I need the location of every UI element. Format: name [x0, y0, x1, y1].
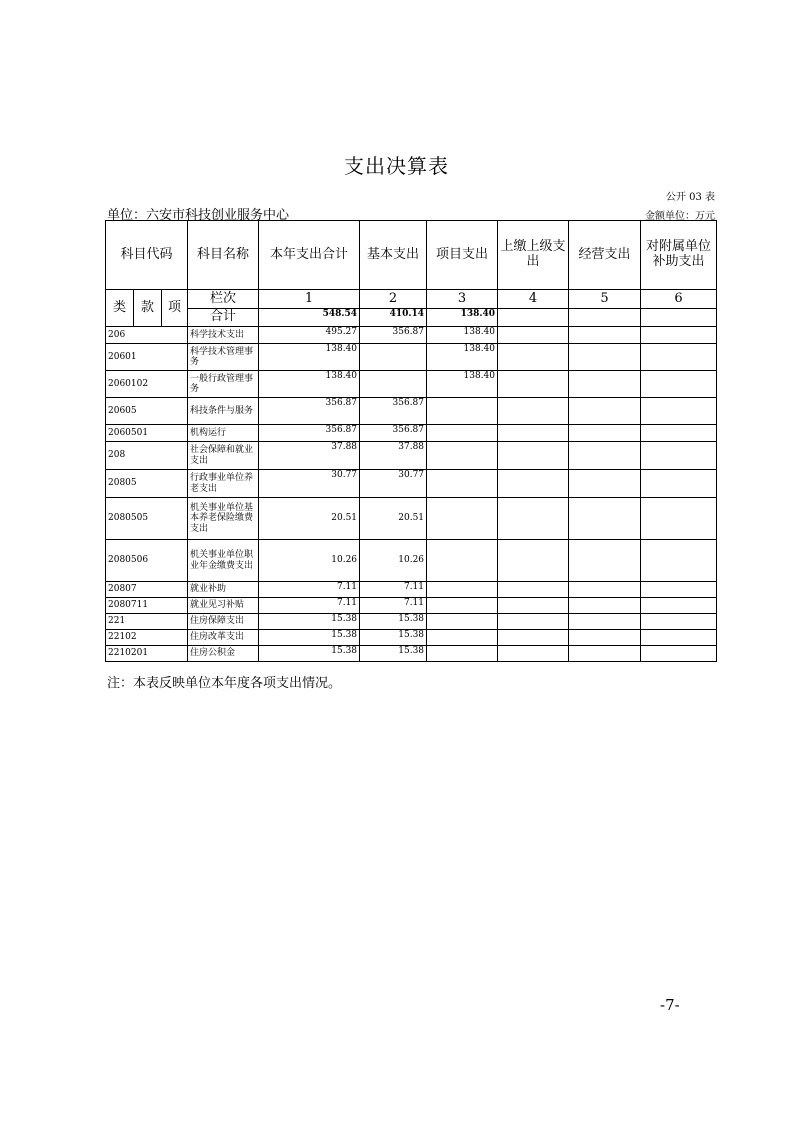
table-row [106, 470, 717, 498]
header-code: 科目代码 [106, 221, 188, 290]
row-name: 科学技术支出 [188, 327, 259, 344]
total-c1: 548.54 [259, 309, 360, 327]
header-lei: 类 [106, 290, 134, 327]
row-name: 社会保障和就业支出 [188, 442, 259, 470]
row-c2: 356.87 [360, 327, 427, 344]
money-unit-label: 金额单位：万元 [645, 211, 715, 222]
table-row [106, 371, 717, 398]
row-c1: 495.27 [259, 327, 360, 344]
row-name: 住房保障支出 [188, 614, 259, 630]
row-c2: 15.38 [360, 630, 427, 646]
row-c1: 138.40 [259, 344, 360, 371]
row-code: 2210201 [106, 646, 188, 662]
total-c6 [641, 309, 717, 327]
total-c4 [498, 309, 569, 327]
row-name: 机关事业单位职业年金缴费支出 [188, 540, 259, 582]
column-number-5: 5 [569, 290, 641, 309]
row-c3: 138.40 [427, 344, 498, 371]
row-name: 行政事业单位养老支出 [188, 470, 259, 498]
row-name: 住房改革支出 [188, 630, 259, 646]
row-c3 [427, 398, 498, 425]
row-name: 一般行政管理事务 [188, 371, 259, 398]
row-c3: 138.40 [427, 371, 498, 398]
row-c1: 37.88 [259, 442, 360, 470]
page-number: -7- [660, 996, 680, 1014]
row-c1: 356.87 [259, 398, 360, 425]
row-name: 机关事业单位基本养老保险缴费支出 [188, 498, 259, 540]
header-total-expenditure: 本年支出合计 [259, 221, 360, 290]
row-c3 [427, 598, 498, 614]
table-row [106, 344, 717, 371]
row-c3 [427, 470, 498, 498]
row-c2: 356.87 [360, 425, 427, 442]
row-code: 2080711 [106, 598, 188, 614]
table-row [106, 398, 717, 425]
table-number: 公开 03 表 [665, 192, 715, 203]
header-upper-payment: 上缴上级支出 [498, 221, 569, 290]
row-c1: 138.40 [259, 371, 360, 398]
row-c1: 7.11 [259, 598, 360, 614]
total-c2: 410.14 [360, 309, 427, 327]
row-c1: 10.26 [259, 540, 360, 582]
row-c1: 15.38 [259, 646, 360, 662]
row-c1: 15.38 [259, 630, 360, 646]
row-c2: 7.11 [360, 582, 427, 598]
row-c2: 356.87 [360, 398, 427, 425]
row-c2 [360, 371, 427, 398]
row-c3 [427, 582, 498, 598]
header-name: 科目名称 [188, 221, 259, 290]
row-c2 [360, 344, 427, 371]
table-row [106, 442, 717, 470]
table-row [106, 425, 717, 442]
row-c3: 138.40 [427, 327, 498, 344]
total-c5 [569, 309, 641, 327]
row-c3 [427, 630, 498, 646]
header-kuan: 款 [134, 290, 162, 327]
row-c2: 7.11 [360, 598, 427, 614]
row-c1: 7.11 [259, 582, 360, 598]
total-label: 合计 [188, 309, 259, 327]
row-c2: 37.88 [360, 442, 427, 470]
row-code: 2080506 [106, 540, 188, 582]
table-row [106, 630, 717, 646]
table-row [106, 327, 717, 344]
row-name: 科学技术管理事务 [188, 344, 259, 371]
row-c3 [427, 540, 498, 582]
table-row [106, 598, 717, 614]
row-c2: 30.77 [360, 470, 427, 498]
row-c3 [427, 646, 498, 662]
row-code: 20807 [106, 582, 188, 598]
table-note: 注：本表反映单位本年度各项支出情况。 [107, 676, 342, 691]
row-code: 2060501 [106, 425, 188, 442]
row-c3 [427, 614, 498, 630]
column-number-1: 1 [259, 290, 360, 309]
row-code: 20601 [106, 344, 188, 371]
row-c2: 20.51 [360, 498, 427, 540]
column-number-6: 6 [641, 290, 717, 309]
table-row [106, 614, 717, 630]
row-name: 住房公积金 [188, 646, 259, 662]
row-c1: 30.77 [259, 470, 360, 498]
expenditure-table [105, 220, 717, 662]
header-subsidiary-subsidy: 对附属单位补助支出 [641, 221, 717, 290]
table-row [106, 582, 717, 598]
row-code: 206 [106, 327, 188, 344]
header-xiang: 项 [162, 290, 188, 327]
row-c3 [427, 425, 498, 442]
row-c1: 356.87 [259, 425, 360, 442]
table-row [106, 646, 717, 662]
row-code: 2060102 [106, 371, 188, 398]
column-number-4: 4 [498, 290, 569, 309]
row-code: 22102 [106, 630, 188, 646]
row-code: 221 [106, 614, 188, 630]
table-row [106, 540, 717, 582]
row-name: 就业补助 [188, 582, 259, 598]
row-c2: 10.26 [360, 540, 427, 582]
row-c2: 15.38 [360, 646, 427, 662]
row-c2: 15.38 [360, 614, 427, 630]
column-number-2: 2 [360, 290, 427, 309]
row-name: 机构运行 [188, 425, 259, 442]
row-c3 [427, 498, 498, 540]
page-title: 支出决算表 [344, 154, 449, 178]
unit-label: 单位：六安市科技创业服务中心 [107, 208, 290, 223]
row-c3 [427, 442, 498, 470]
header-business-expenditure: 经营支出 [569, 221, 641, 290]
table-row [106, 498, 717, 540]
header-basic-expenditure: 基本支出 [360, 221, 427, 290]
row-name: 就业见习补贴 [188, 598, 259, 614]
header-lanci: 栏次 [188, 290, 259, 309]
row-code: 208 [106, 442, 188, 470]
row-code: 2080505 [106, 498, 188, 540]
header-project-expenditure: 项目支出 [427, 221, 498, 290]
row-c1: 15.38 [259, 614, 360, 630]
row-code: 20605 [106, 398, 188, 425]
column-number-3: 3 [427, 290, 498, 309]
row-name: 科技条件与服务 [188, 398, 259, 425]
total-row [106, 309, 717, 327]
row-c1: 20.51 [259, 498, 360, 540]
row-code: 20805 [106, 470, 188, 498]
total-c3: 138.40 [427, 309, 498, 327]
